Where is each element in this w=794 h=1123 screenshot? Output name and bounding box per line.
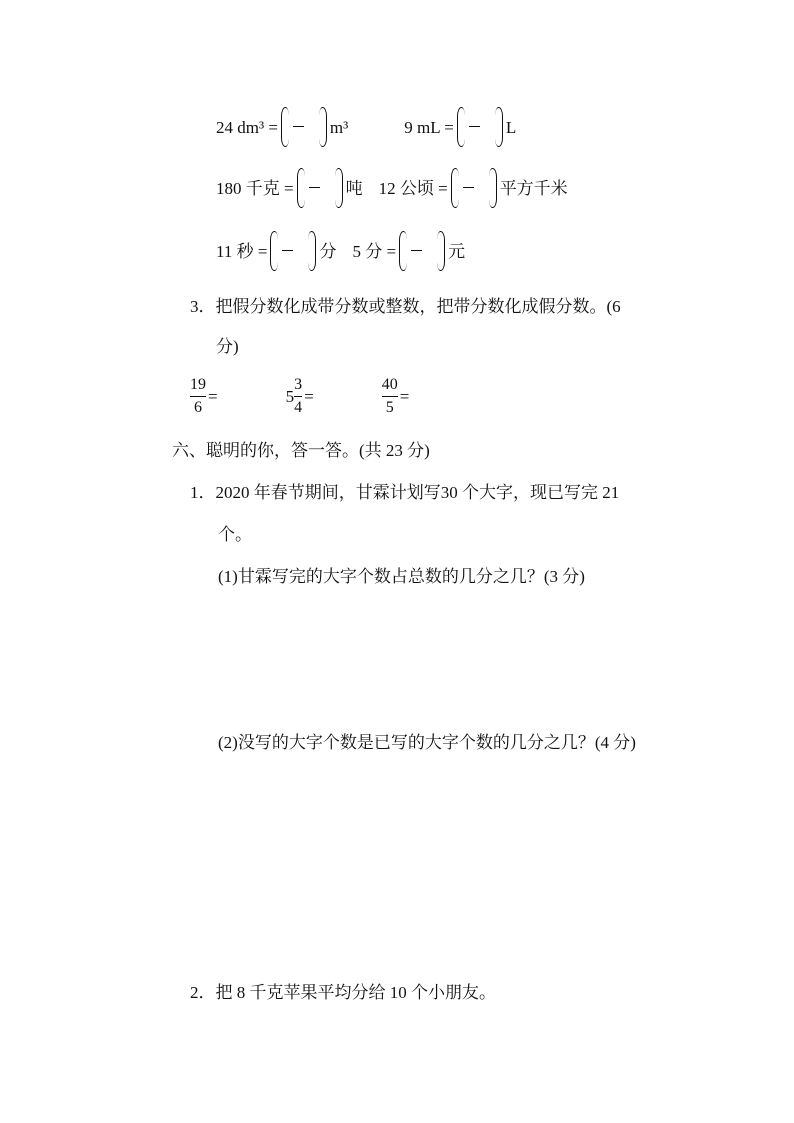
answer-blank[interactable]: [451, 168, 497, 208]
equals-sign: =: [208, 387, 218, 407]
answer-area-2[interactable]: [218, 770, 668, 960]
conversion-prefix: 180 千克 =: [216, 178, 294, 198]
numerator: 19: [190, 376, 206, 393]
answer-area-1[interactable]: [218, 600, 668, 720]
fraction: [382, 377, 398, 416]
conversion-suffix: 分: [319, 241, 337, 261]
answer-blank[interactable]: [281, 107, 327, 147]
mixed-whole-part: 5: [285, 387, 295, 407]
conversion-row-2: [216, 168, 568, 208]
question-1-text: 1．2020 年春节期间，甘霖计划写30 个大字，现已写完 21: [190, 483, 620, 502]
fraction: [190, 377, 206, 416]
conversion-prefix: 24 dm³ =: [216, 117, 278, 137]
equals-sign: =: [304, 387, 314, 407]
fraction-row: [190, 377, 409, 416]
question-2-text: 2．把 8 千克苹果平均分给 10 个小朋友。: [190, 983, 496, 1002]
fraction: [294, 377, 302, 416]
question-3-text-cont: 分): [216, 337, 239, 356]
denominator: 6: [194, 399, 202, 417]
conversion-row-3: [216, 231, 465, 271]
question-3-text: 3．把假分数化成带分数或整数，把带分数化成假分数。(6: [190, 297, 621, 316]
section-6-title: 六、聪明的你，答一答。(共 23 分): [172, 441, 430, 460]
conversion-suffix: m³: [329, 117, 349, 137]
conversion-suffix: 元: [448, 241, 466, 261]
equals-sign: =: [399, 387, 410, 407]
conversion-suffix: 平方千米: [499, 178, 568, 198]
question-1-text-cont: 个。: [218, 525, 252, 544]
conversion-row-1: [216, 107, 516, 147]
answer-blank[interactable]: [270, 231, 316, 271]
numerator: 40: [381, 376, 398, 393]
question-1-sub-2: (2)没写的大字个数是已写的大字个数的几分之几？(4 分): [218, 733, 636, 752]
answer-blank[interactable]: [297, 168, 343, 208]
answer-blank[interactable]: [457, 107, 503, 147]
conversion-prefix: 11 秒 =: [216, 241, 268, 261]
answer-blank[interactable]: [399, 231, 445, 271]
conversion-suffix: 吨: [345, 178, 363, 198]
conversion-suffix: L: [505, 117, 517, 137]
conversion-prefix: 9 mL =: [404, 117, 454, 137]
denominator: 5: [385, 399, 394, 417]
question-1-sub-1: (1)甘霖写完的大字个数占总数的几分之几？(3 分): [218, 567, 585, 586]
conversion-prefix: 5 分 =: [352, 241, 397, 261]
denominator: 4: [294, 399, 303, 417]
conversion-prefix: 12 公顷 =: [378, 178, 448, 198]
numerator: 3: [294, 376, 303, 393]
